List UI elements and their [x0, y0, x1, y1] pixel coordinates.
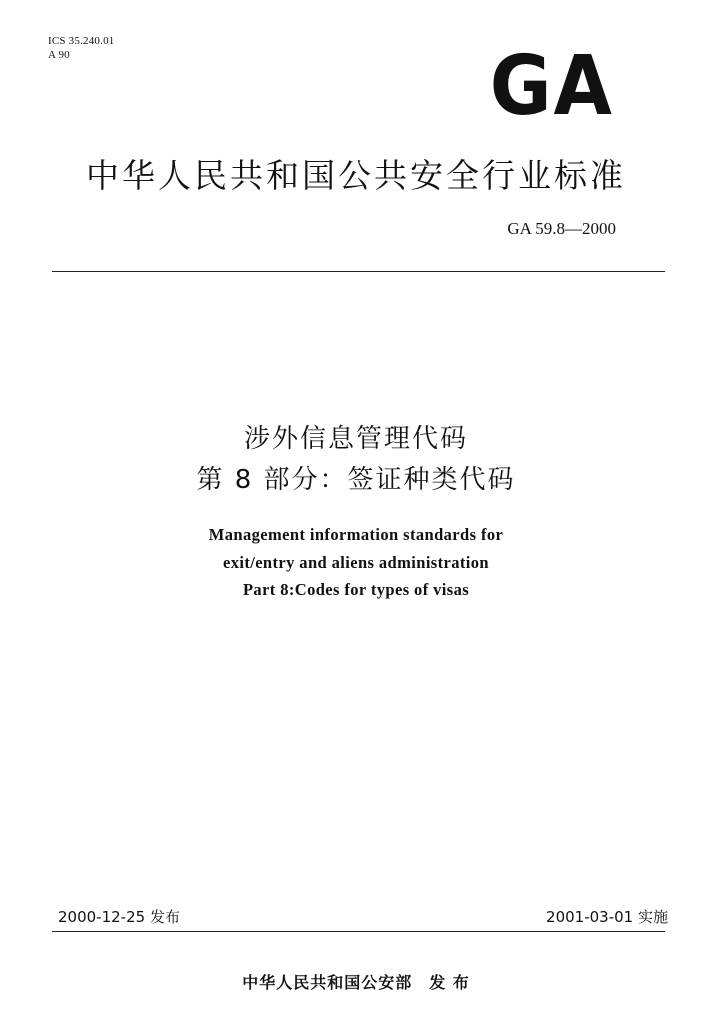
standard-title: 中华人民共和国公共安全行业标准 [86, 156, 626, 195]
bottom-divider [52, 931, 665, 932]
implement-date: 2001-03-01 实施 [546, 908, 668, 926]
issuer: 中华人民共和国公安部 发 布 [242, 973, 470, 992]
top-divider [52, 271, 665, 272]
ga-logo: GA [490, 39, 614, 134]
issue-date: 2000-12-25 发布 [58, 908, 180, 926]
standard-number: GA 59.8—2000 [507, 219, 616, 238]
cn-title-line2: 第 8 部分：签证种类代码 [196, 465, 516, 495]
cn-title-line1: 涉外信息管理代码 [243, 424, 468, 454]
en-title-line3: Part 8:Codes for types of visas [242, 580, 470, 599]
en-title-line2: exit/entry and aliens administration [222, 553, 490, 572]
ccs-code: A 90 [48, 49, 70, 61]
ics-code: ICS 35.240.01 [48, 35, 115, 47]
classification-codes [48, 34, 114, 62]
en-title-line1: Management information standards for [208, 525, 504, 544]
